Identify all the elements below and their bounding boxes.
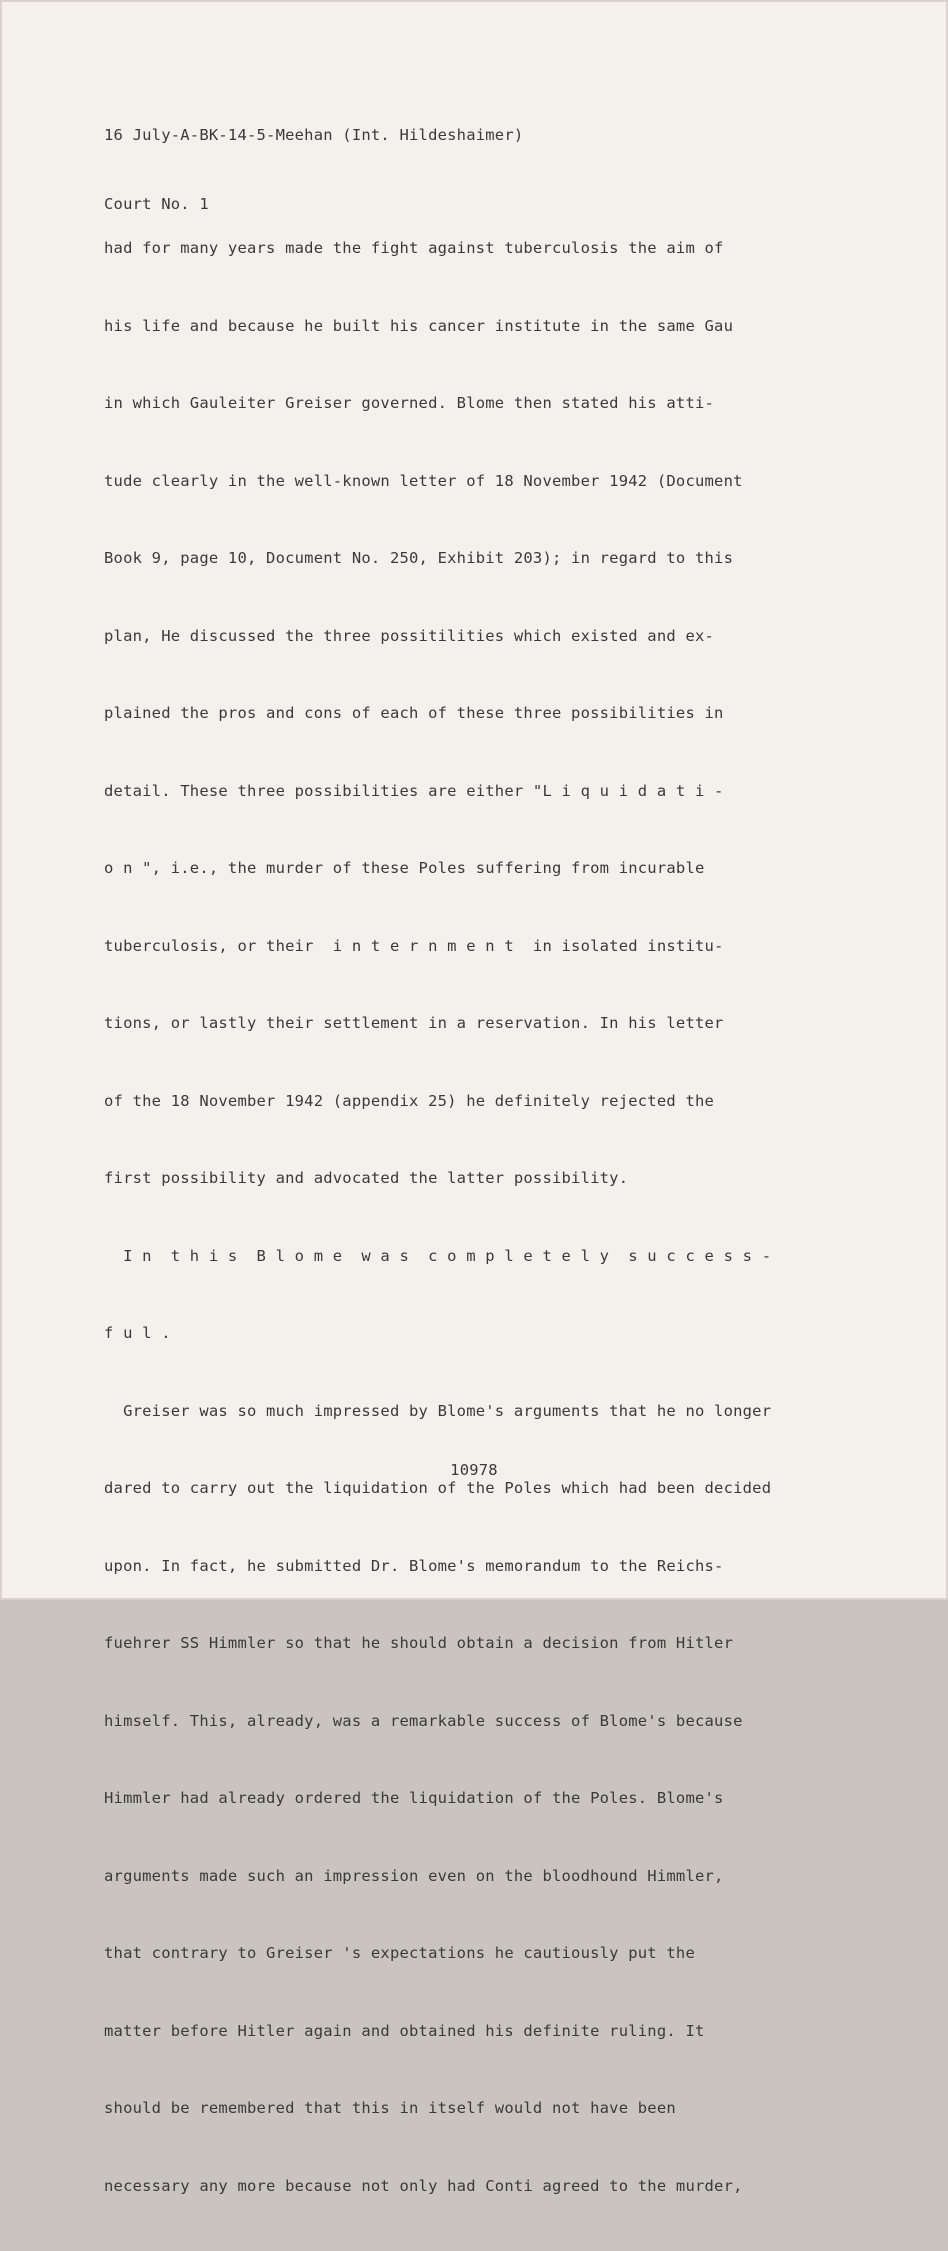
body-line: upon. In fact, he submitted Dr. Blome's memorandum to the Reichs- [104, 1556, 724, 1575]
body-line: tude clearly in the well-known letter of 18 November 1942 (Document [104, 471, 743, 490]
body-line: first possibility and advocated the latter possibility. [104, 1169, 629, 1187]
header-court-line: Court No. 1 [104, 195, 209, 213]
body-line: dared to carry out the liquidation of the Poles which had been decided [104, 1479, 772, 1497]
body-line: necessary any more because not only had Conti agreed to the murder, [104, 2176, 743, 2195]
transcript-body [104, 200, 824, 2251]
header-session-line: 16 July-A-BK-14-5-Meehan (Int. Hildeshaimer) [104, 126, 524, 144]
body-line: tions, or lastly their settlement in a reservation. In his letter [104, 1014, 724, 1032]
body-line: Himmler had already ordered the liquidation of the Poles. Blome's [104, 1789, 724, 1807]
body-line: had for many years made the fight against tuberculosis the aim of [104, 239, 724, 257]
body-line: should be remembered that this in itself would not have been [104, 2099, 676, 2117]
body-line: plan, He discussed the three possitilities which existed and ex- [104, 626, 715, 645]
body-line: o n ", i.e., the murder of these Poles suffering from incurable [104, 859, 705, 877]
page-number: 10978 [450, 1461, 498, 1479]
body-line: detail. These three possibilities are either "L i q u i d a t i - [104, 781, 724, 800]
body-line: tuberculosis, or their i n t e r n m e n t in isolated institu- [104, 936, 724, 955]
body-line: himself. This, already, was a remarkable success of Blome's because [104, 1711, 743, 1730]
body-line: matter before Hitler again and obtained his definite ruling. It [104, 2021, 705, 2040]
body-line: arguments made such an impression even on the bloodhound Himmler, [104, 1866, 724, 1885]
body-line-emphasis: f u l . [104, 1324, 171, 1342]
body-line: his life and because he built his cancer institute in the same Gau [104, 316, 734, 335]
body-line: plained the pros and cons of each of these three possibilities in [104, 704, 724, 722]
body-line-emphasis: I n t h i s B l o m e w a s c o m p l e t e l y s u c c e s s - [104, 1246, 772, 1265]
body-line: in which Gauleiter Greiser governed. Blome then stated his atti- [104, 394, 715, 412]
body-line: that contrary to Greiser 's expectations he cautiously put the [104, 1944, 695, 1962]
body-line: Book 9, page 10, Document No. 250, Exhibit 203); in regard to this [104, 549, 734, 567]
body-line: Greiser was so much impressed by Blome's arguments that he no longer [104, 1401, 772, 1420]
body-line: fuehrer SS Himmler so that he should obtain a decision from Hitler [104, 1634, 734, 1652]
body-line: of the 18 November 1942 (appendix 25) he definitely rejected the [104, 1091, 715, 1110]
